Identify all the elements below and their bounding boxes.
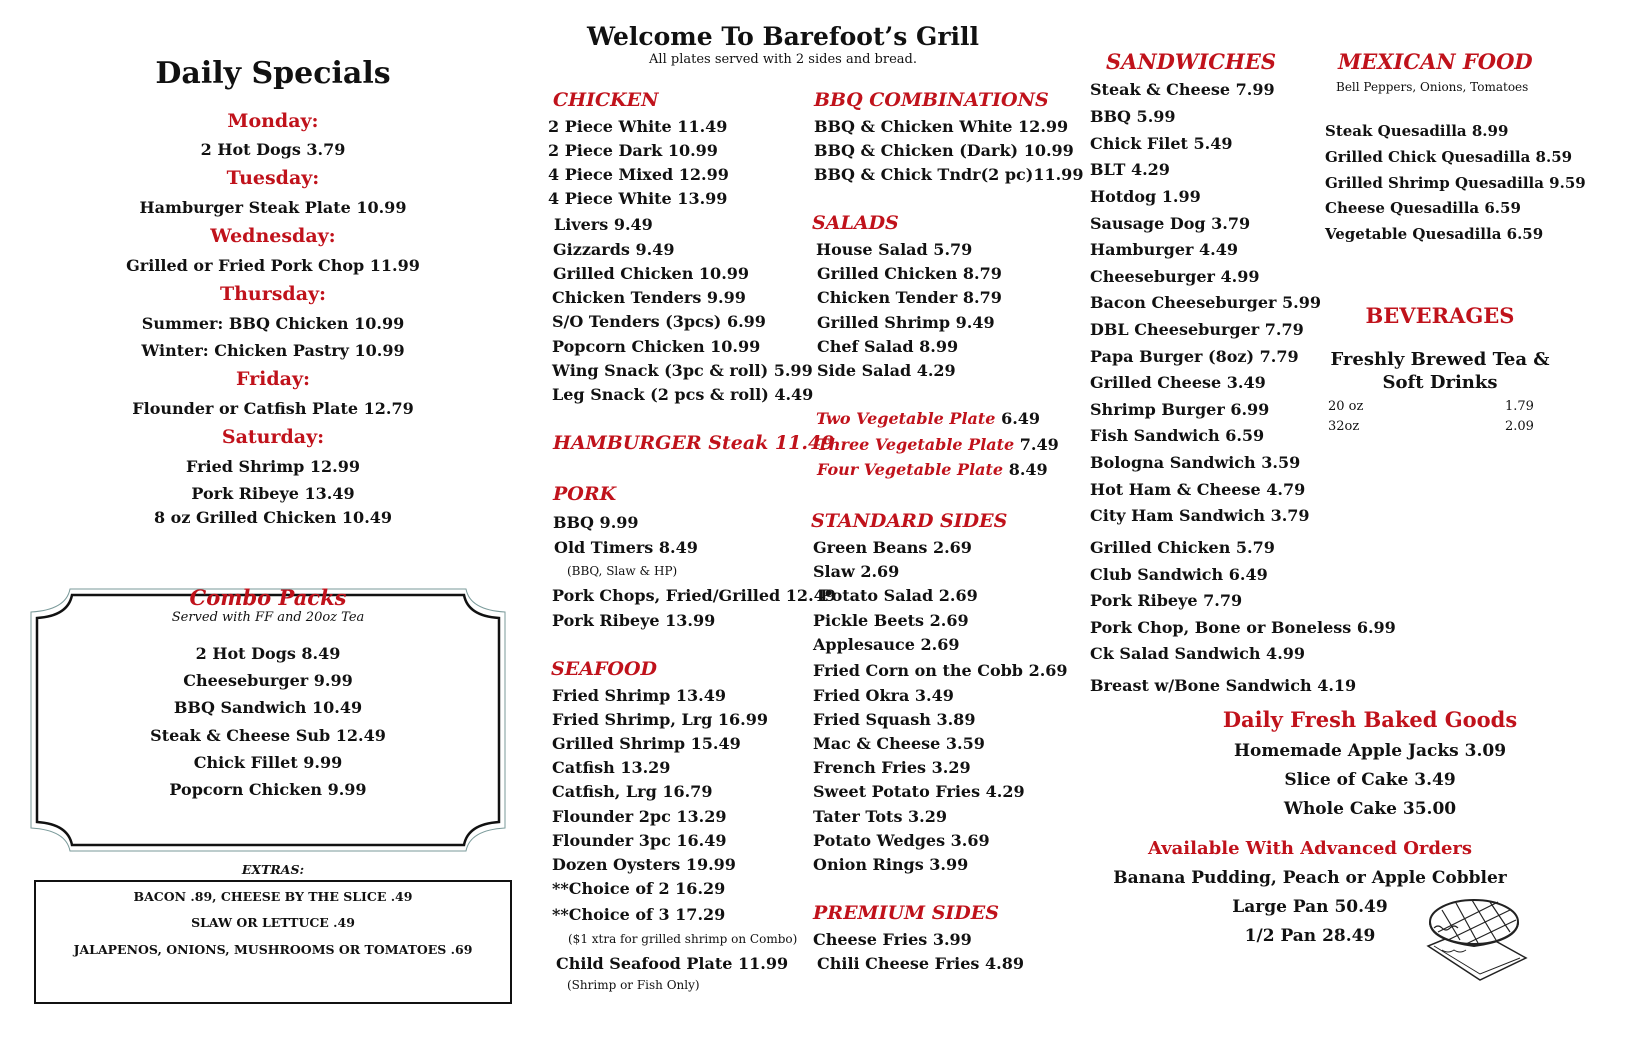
menu-item: **Choice of 3 17.29 <box>552 905 726 924</box>
menu-item: Gizzards 9.49 <box>553 240 675 259</box>
menu-item: Grilled Chick Quesadilla 8.59 <box>1325 148 1573 166</box>
menu-item: BBQ 5.99 <box>1090 107 1176 126</box>
section-hamburger-steak: HAMBURGER Steak 11.49 <box>553 432 835 454</box>
menu-item: French Fries 3.29 <box>813 758 971 777</box>
section-beverages-title: BEVERAGES <box>1365 303 1515 328</box>
section-bbq-combinations-title: BBQ COMBINATIONS <box>814 89 1049 111</box>
section-seafood-title: SEAFOOD <box>551 658 658 680</box>
baked-item: Slice of Cake 3.49 <box>1284 770 1456 790</box>
menu-item: BBQ & Chicken (Dark) 10.99 <box>814 141 1074 160</box>
menu-item: Cheese Quesadilla 6.59 <box>1325 199 1521 217</box>
menu-item: Papa Burger (8oz) 7.79 <box>1090 347 1299 366</box>
special-item: Fried Shrimp 12.99 <box>185 457 360 476</box>
section-chicken-title: CHICKEN <box>553 89 659 111</box>
menu-item: BBQ 9.99 <box>553 513 639 532</box>
combo-packs-subtitle: Served with FF and 20oz Tea <box>171 610 365 625</box>
section-standard-sides-title: STANDARD SIDES <box>811 510 1008 532</box>
vegetable-plate-row <box>816 409 1040 428</box>
menu-item: Side Salad 4.29 <box>817 361 956 380</box>
menu-item: Fried Okra 3.49 <box>813 686 954 705</box>
menu-item: Applesauce 2.69 <box>813 635 960 654</box>
vegetable-plate-name: Four Vegetable Plate <box>817 460 1004 479</box>
menu-item: Old Timers 8.49 <box>554 538 698 557</box>
vegetable-plate-price: 7.49 <box>1019 435 1059 454</box>
menu-item: Child Seafood Plate 11.99 <box>556 954 789 973</box>
menu-item: 4 Piece Mixed 12.99 <box>548 165 729 184</box>
menu-item: City Ham Sandwich 3.79 <box>1090 506 1310 525</box>
section-pork-title: PORK <box>553 483 617 505</box>
beverages-subtitle: Soft Drinks <box>1382 372 1498 393</box>
menu-item: Popcorn Chicken 10.99 <box>552 337 761 356</box>
menu-item: Fried Shrimp, Lrg 16.99 <box>552 710 769 729</box>
beverage-price: 2.09 <box>1505 419 1534 434</box>
menu-item: Mac & Cheese 3.59 <box>813 734 985 753</box>
menu-item: Catfish 13.29 <box>552 758 671 777</box>
combo-item: BBQ Sandwich 10.49 <box>173 698 363 717</box>
menu-item: Leg Snack (2 pcs & roll) 4.49 <box>552 385 814 404</box>
menu-item: Steak & Cheese 7.99 <box>1090 80 1275 99</box>
menu-item: Cheese Fries 3.99 <box>813 930 972 949</box>
menu-item: Bologna Sandwich 3.59 <box>1090 453 1301 472</box>
menu-note: (Shrimp or Fish Only) <box>567 978 700 992</box>
menu-item: Chicken Tender 8.79 <box>817 288 1002 307</box>
menu-item: Slaw 2.69 <box>813 562 900 581</box>
menu-item: BBQ & Chick Tndr(2 pc)11.99 <box>814 165 1084 184</box>
menu-item: Catfish, Lrg 16.79 <box>552 782 713 801</box>
page-title: Welcome To Barefoot’s Grill <box>586 22 980 51</box>
special-item: 8 oz Grilled Chicken 10.49 <box>153 508 393 527</box>
baked-item: Whole Cake 35.00 <box>1283 799 1457 819</box>
menu-note: ($1 xtra for grilled shrimp on Combo) <box>568 932 798 946</box>
special-day-thursday: Thursday: <box>219 283 327 305</box>
menu-item: Pork Ribeye 7.79 <box>1090 591 1243 610</box>
menu-item: Hotdog 1.99 <box>1090 187 1201 206</box>
menu-item: Steak Quesadilla 8.99 <box>1325 122 1509 140</box>
beverage-size: 20 oz <box>1328 399 1364 414</box>
menu-item: Fish Sandwich 6.59 <box>1090 426 1265 445</box>
menu-item: Bacon Cheeseburger 5.99 <box>1090 293 1322 312</box>
special-day-tuesday: Tuesday: <box>226 167 320 189</box>
menu-item: Wing Snack (3pc & roll) 5.99 <box>552 361 813 380</box>
menu-item: Pork Chop, Bone or Boneless 6.99 <box>1090 618 1396 637</box>
menu-item: Fried Squash 3.89 <box>813 710 976 729</box>
menu-item: **Choice of 2 16.29 <box>552 879 726 898</box>
menu-item: DBL Cheeseburger 7.79 <box>1090 320 1304 339</box>
combo-item: 2 Hot Dogs 8.49 <box>195 644 341 663</box>
menu-item: BBQ & Chicken White 12.99 <box>814 117 1069 136</box>
extras-title: EXTRAS: <box>241 862 305 877</box>
special-item: Grilled or Fried Pork Chop 11.99 <box>126 256 420 275</box>
menu-item: 4 Piece White 13.99 <box>548 189 728 208</box>
menu-item: Sausage Dog 3.79 <box>1090 214 1251 233</box>
combo-item: Chick Fillet 9.99 <box>193 753 343 772</box>
menu-item: House Salad 5.79 <box>816 240 973 259</box>
menu-item: Chili Cheese Fries 4.89 <box>817 954 1024 973</box>
menu-item: Hot Ham & Cheese 4.79 <box>1090 480 1306 499</box>
special-item: 2 Hot Dogs 3.79 <box>200 140 346 159</box>
menu-item: Flounder 3pc 16.49 <box>552 831 727 850</box>
menu-item: Pork Chops, Fried/Grilled 12.49 <box>552 586 836 605</box>
menu-item: Grilled Shrimp 15.49 <box>552 734 741 753</box>
combo-item: Popcorn Chicken 9.99 <box>169 780 367 799</box>
advanced-orders-title: Available With Advanced Orders <box>1147 838 1473 859</box>
menu-item: Pork Ribeye 13.99 <box>552 611 716 630</box>
menu-item: Fried Shrimp 13.49 <box>552 686 727 705</box>
special-item: Flounder or Catfish Plate 12.79 <box>132 399 414 418</box>
menu-item: Green Beans 2.69 <box>813 538 972 557</box>
section-premium-sides-title: PREMIUM SIDES <box>813 902 999 924</box>
section-sandwiches-title: SANDWICHES <box>1106 49 1276 74</box>
pie-illustration-icon <box>1420 888 1532 982</box>
special-item: Pork Ribeye 13.49 <box>191 484 355 503</box>
menu-item: S/O Tenders (3pcs) 6.99 <box>552 312 766 331</box>
vegetable-plate-name: Two Vegetable Plate <box>816 409 996 428</box>
baked-goods-title: Daily Fresh Baked Goods <box>1222 707 1518 732</box>
menu-item: Grilled Chicken 8.79 <box>817 264 1002 283</box>
daily-specials-title: Daily Specials <box>155 56 391 91</box>
beverage-size: 32oz <box>1328 419 1360 434</box>
menu-item: 2 Piece Dark 10.99 <box>548 141 718 160</box>
menu-item: Onion Rings 3.99 <box>813 855 969 874</box>
vegetable-plate-row <box>817 460 1048 479</box>
menu-item: Breast w/Bone Sandwich 4.19 <box>1090 676 1357 695</box>
mexican-food-subtitle: Bell Peppers, Onions, Tomatoes <box>1336 80 1529 94</box>
advanced-order-item: Banana Pudding, Peach or Apple Cobbler <box>1113 868 1507 888</box>
advanced-order-item: Large Pan 50.49 <box>1232 897 1388 917</box>
menu-item: Club Sandwich 6.49 <box>1090 565 1268 584</box>
menu-item: Pickle Beets 2.69 <box>813 611 969 630</box>
combo-packs-frame <box>30 588 506 852</box>
special-day-monday: Monday: <box>227 110 319 132</box>
menu-item: Grilled Shrimp Quesadilla 9.59 <box>1325 174 1586 192</box>
menu-item: Grilled Shrimp 9.49 <box>817 313 995 332</box>
menu-item: BLT 4.29 <box>1090 160 1170 179</box>
menu-item: Flounder 2pc 13.29 <box>552 807 727 826</box>
menu-item: Potato Wedges 3.69 <box>813 831 990 850</box>
menu-item: 2 Piece White 11.49 <box>548 117 728 136</box>
vegetable-plate-row <box>817 435 1059 454</box>
menu-item: Grilled Chicken 5.79 <box>1090 538 1275 557</box>
page-subtitle: All plates served with 2 sides and bread. <box>649 52 917 67</box>
menu-item: Grilled Chicken 10.99 <box>553 264 750 283</box>
extras-item: BACON .89, CHEESE BY THE SLICE .49 <box>133 889 413 904</box>
menu-item: Chick Filet 5.49 <box>1090 134 1233 153</box>
special-day-wednesday: Wednesday: <box>210 225 336 247</box>
extras-item: SLAW OR LETTUCE .49 <box>191 915 355 930</box>
menu-item: Grilled Cheese 3.49 <box>1090 373 1266 392</box>
special-item: Hamburger Steak Plate 10.99 <box>139 198 407 217</box>
menu-item: Dozen Oysters 19.99 <box>552 855 736 874</box>
menu-item: Chef Salad 8.99 <box>817 337 959 356</box>
menu-item: Chicken Tenders 9.99 <box>552 288 746 307</box>
vegetable-plate-name: Three Vegetable Plate <box>817 435 1015 454</box>
menu-item: Vegetable Quesadilla 6.59 <box>1325 225 1544 243</box>
special-day-saturday: Saturday: <box>221 426 325 448</box>
menu-note: (BBQ, Slaw & HP) <box>567 564 678 578</box>
special-item: Winter: Chicken Pastry 10.99 <box>141 341 405 360</box>
combo-packs-title: Combo Packs <box>189 585 347 610</box>
extras-item: JALAPENOS, ONIONS, MUSHROOMS OR TOMATOES .69 <box>73 942 473 957</box>
menu-item: Shrimp Burger 6.99 <box>1090 400 1270 419</box>
menu-item: Hamburger 4.49 <box>1090 240 1238 259</box>
beverages-subtitle: Freshly Brewed Tea & <box>1330 349 1550 370</box>
advanced-order-item: 1/2 Pan 28.49 <box>1244 926 1376 946</box>
beverage-price: 1.79 <box>1505 399 1534 414</box>
combo-item: Steak & Cheese Sub 12.49 <box>150 726 386 745</box>
section-salads-title: SALADS <box>812 212 899 234</box>
combo-item: Cheeseburger 9.99 <box>183 671 353 690</box>
special-item: Summer: BBQ Chicken 10.99 <box>141 314 405 333</box>
menu-item: Potato Salad 2.69 <box>820 586 978 605</box>
menu-item: Livers 9.49 <box>554 215 653 234</box>
baked-item: Homemade Apple Jacks 3.09 <box>1233 741 1507 761</box>
menu-item: Fried Corn on the Cobb 2.69 <box>813 661 1068 680</box>
menu-item: Tater Tots 3.29 <box>813 807 947 826</box>
section-mexican-food-title: MEXICAN FOOD <box>1338 49 1533 74</box>
menu-item: Ck Salad Sandwich 4.99 <box>1090 644 1306 663</box>
menu-item: Sweet Potato Fries 4.29 <box>813 782 1025 801</box>
vegetable-plate-price: 8.49 <box>1008 460 1048 479</box>
vegetable-plate-price: 6.49 <box>1001 409 1041 428</box>
menu-item: Cheeseburger 4.99 <box>1090 267 1260 286</box>
special-day-friday: Friday: <box>235 368 311 390</box>
